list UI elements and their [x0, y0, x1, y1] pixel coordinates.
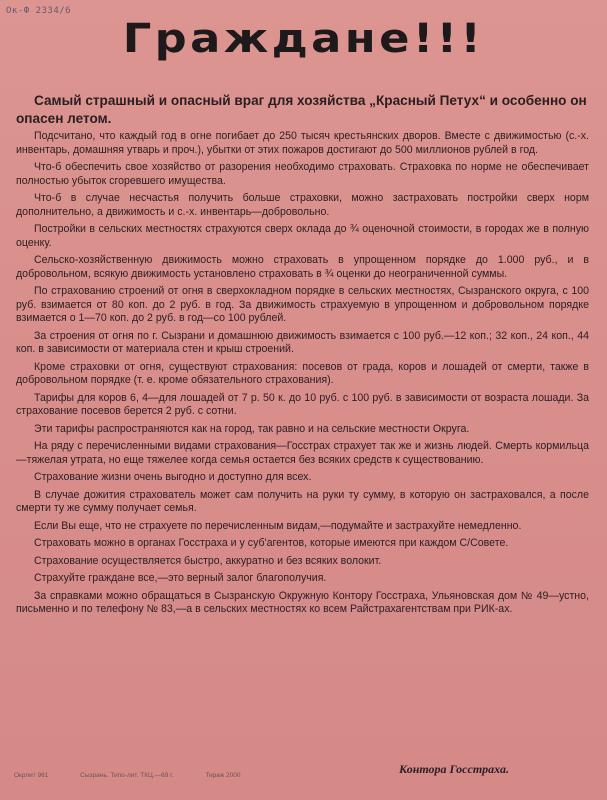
paragraph: Что-б обеспечить свое хозяйство от разорения необходимо страховать. Страховка по норме не обеспечивает полностью убыток сгоревшего имущества. [16, 161, 589, 187]
poster-title: Граждане!!! [122, 16, 485, 62]
paragraph: Кроме страховки от огня, существуют страхования: посевов от града, коров и лошадей от смерти, также в добровольном порядке (т. е. кроме обязательного страхования). [16, 360, 589, 386]
paragraph: По страхованию строений от огня в сверхокладном порядке в сельских местностях, Сызранского округа, с 100 руб. взимается от 80 коп. до 2 руб. в год. За движимость страхуемую в упрощенном и добровольном порядке взимается о 1—70 коп. до 2 руб. в год—со 100 рублей. [16, 285, 589, 324]
paragraph: Эти тарифы распространяются как на город, так равно и на сельские местности Округа. [34, 422, 470, 435]
print-footer [14, 772, 271, 779]
paragraph: Страхование осуществляется быстро, аккуратно и без всяких волокит. [34, 554, 382, 567]
archive-stamp: Ок-Ф 2334/6 [6, 6, 72, 16]
footer-printer: Сызрань. Типо-лит. ТКЦ.—69 г. [80, 772, 174, 779]
paragraph: Тарифы для коров 6, 4—для лошадей от 7 р. 50 к. до 10 руб. с 100 руб. в зависимости от возраста лошади. За страхование посевов берется 2 руб. с сотни. [16, 391, 589, 417]
paragraph: Сельско-хозяйственную движимость можно страховать в упрощенном порядке до 1.000 руб., и в добровольном, всякую движимость установлено страховать в ¾ оценки до неограниченной суммы. [16, 254, 589, 280]
paragraph: В случае дожития страхователь может сам получить на руки ту сумму, в которую он застраховался, а после смерти ту же сумму получает семья. [16, 488, 589, 514]
paragraph: Подсчитано, что каждый год в огне погибает до 250 тысяч крестьянских дворов. Вместе с движимостью (с.-х. инвентарь, домашняя утварь и проч.), убытки от этих пожаров достигают до 500 миллионов рублей в год. [16, 130, 589, 156]
signature: Контора Госстраха. [399, 762, 509, 776]
poster-body [16, 92, 589, 621]
paragraph: За строения от огня по г. Сызрани и домашнюю движимость взимается с 100 руб.—12 коп.; 32 коп., 24 коп., 44 коп. в зависимости от материала стен и крыш строений. [16, 329, 589, 355]
paragraph: Страхование жизни очень выгодно и доступно для всех. [34, 471, 312, 483]
paragraph: За справками можно обращаться в Сызранскую Окружную Контору Госстраха, Ульяновская дом № 49—устно, письменно и по телефону № 83,—а в сельских местностях ко всем Райстрахагентствам при РИК-ах. [16, 589, 589, 615]
paragraph: Постройки в сельских местностях страхуются сверх оклада до ¾ оценочной стоимости, в городах же в полную оценку. [16, 223, 589, 249]
footer-censor: Окрлит 961 [14, 772, 49, 779]
paragraph: Что-б в случае несчастья получить больше страховки, можно застраховать постройки сверх норм дополнительно, а движимость и с.-х. инвентарь—добровольно. [16, 192, 589, 218]
paragraph: Страхуйте граждане все,—это верный залог благополучия. [34, 572, 327, 584]
footer-run: Тираж 2000 [205, 772, 241, 779]
paragraph: Страховать можно в органах Госстраха и у суб'агентов, которые имеются при каждом С/Совете. [34, 537, 509, 549]
lead-paragraph: Самый страшный и опасный враг для хозяйства „Красный Петух“ и особенно он опасен летом. [16, 93, 587, 126]
paragraph: На ряду с перечисленными видами страхования—Госстрах страхует так же и жизнь людей. Смерть кормильца—тяжелая утрата, но еще тяжелее когда семья остается без всяких средств к существованию. [16, 440, 589, 466]
paragraph: Если Вы еще, что не страхуете по перечисленным видам,—подумайте и застрахуйте немедленно. [34, 519, 522, 532]
